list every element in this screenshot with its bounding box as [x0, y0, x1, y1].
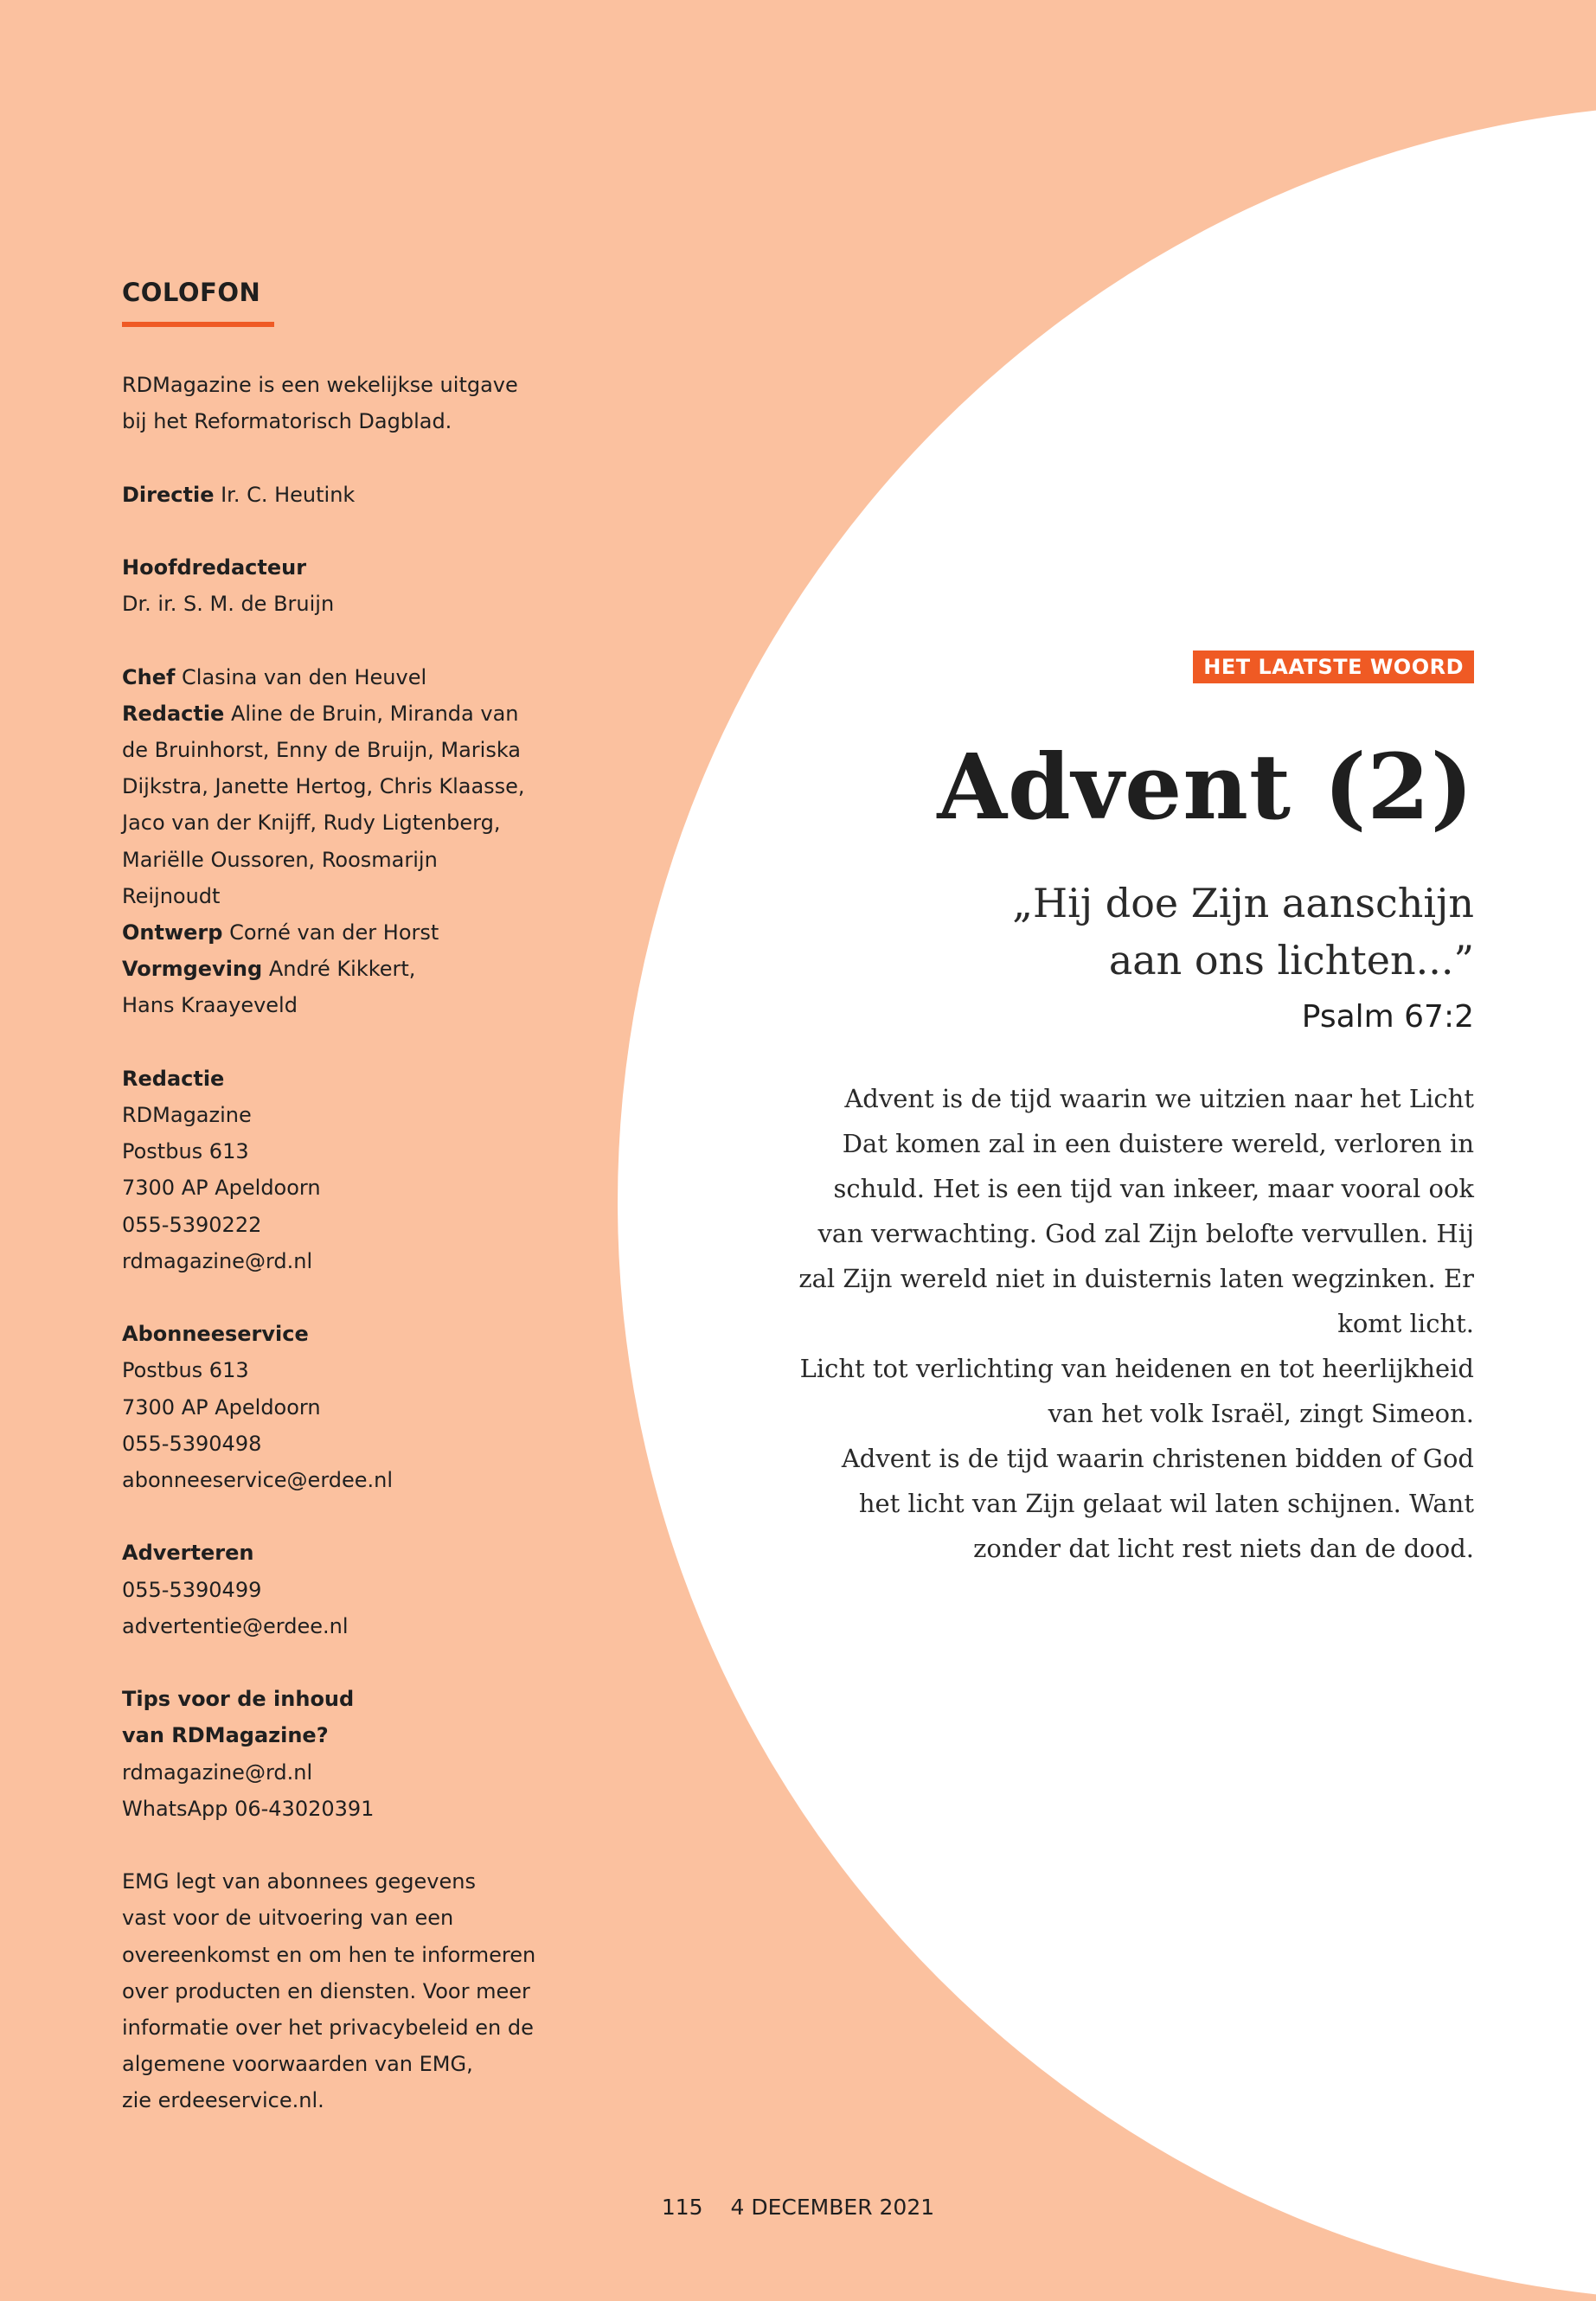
adverteren-block: [122, 1535, 554, 1644]
redactie-contact-label-text: Redactie: [122, 1066, 225, 1091]
privacy-block: [122, 1863, 554, 2118]
quote-line: aan ons lichten...”: [1108, 937, 1474, 984]
redactie-contact-label: [122, 1061, 554, 1097]
privacy-line: overeenkomst en om hen te informeren: [122, 1942, 536, 1967]
page-footer: [0, 2192, 1596, 2223]
adverteren-label: [122, 1535, 554, 1571]
privacy-line: EMG legt van abonnees gegevens: [122, 1869, 476, 1894]
contact-email: advertentie@erdee.nl: [122, 1613, 349, 1638]
colofon-title: COLOFON: [122, 278, 261, 307]
contact-email: abonneeservice@erdee.nl: [122, 1468, 394, 1493]
contact-phone: 055-5390499: [122, 1577, 262, 1602]
hoofdredacteur-label-text: Hoofdredacteur: [122, 554, 307, 580]
tips-label-text: Tips voor de inhoud: [122, 1687, 355, 1712]
redactie-label: Redactie: [122, 701, 225, 726]
intro-line: bij het Reformatorisch Dagblad.: [122, 409, 452, 434]
staff-block: [122, 659, 554, 1024]
redactie-line: Mariëlle Oussoren, Roosmarijn: [122, 847, 438, 872]
privacy-line: algemene voorwaarden van EMG,: [122, 2052, 473, 2077]
abonneeservice-label-text: Abonneeservice: [122, 1322, 309, 1347]
hoofdredacteur-label: [122, 549, 554, 586]
abonneeservice-block: [122, 1316, 554, 1498]
tips-label-text: van RDMagazine?: [122, 1723, 329, 1748]
redactie-line: [122, 695, 554, 732]
body-line: zonder dat licht rest niets dan de dood.: [973, 1534, 1474, 1563]
vormgeving-label: Vormgeving: [122, 957, 263, 982]
redactie-contact-block: [122, 1061, 554, 1279]
contact-line: 7300 AP Apeldoorn: [122, 1176, 321, 1201]
contact-email: rdmagazine@rd.nl: [122, 1759, 313, 1785]
article-quote: [695, 875, 1474, 989]
redactie-line: Dijkstra, Janette Hertog, Chris Klaasse,: [122, 774, 525, 799]
body-line: van het volk Israël, zingt Simeon.: [1048, 1399, 1474, 1428]
issue-date: 4 DECEMBER 2021: [730, 2195, 935, 2220]
colofon-underline: [122, 322, 274, 327]
privacy-line: zie erdeeservice.nl.: [122, 2088, 324, 2113]
body-line: Dat komen zal in een duistere wereld, verloren in: [842, 1129, 1474, 1158]
body-line: Advent is de tijd waarin we uitzien naar het Licht: [844, 1084, 1474, 1113]
scripture-reference: Psalm 67:2: [1301, 999, 1474, 1035]
ontwerp-line: [122, 914, 554, 951]
hoofdredacteur-value: Dr. ir. S. M. de Bruijn: [122, 592, 335, 617]
vormgeving-line: Hans Kraayeveld: [122, 993, 298, 1018]
article-title: Advent (2): [937, 734, 1474, 840]
section-badge: HET LAATSTE WOORD: [1193, 651, 1474, 683]
directie-value: Ir. C. Heutink: [214, 482, 356, 507]
hoofdredacteur-block: [122, 549, 554, 622]
chef-line: [122, 659, 554, 695]
colofon-intro: [122, 367, 554, 439]
body-line: zal Zijn wereld niet in duisternis laten wegzinken. Er: [798, 1264, 1474, 1293]
tips-block: [122, 1681, 554, 1827]
tips-label: [122, 1717, 554, 1753]
page-number: 115: [661, 2195, 703, 2220]
redactie-value: Aline de Bruin, Miranda van: [224, 701, 519, 726]
colofon-body: [122, 367, 554, 2119]
contact-line: Postbus 613: [122, 1358, 249, 1383]
body-line: Advent is de tijd waarin christenen bidden of God: [841, 1444, 1474, 1473]
redactie-line: de Bruinhorst, Enny de Bruijn, Mariska: [122, 737, 522, 762]
article-body: [695, 1076, 1474, 1571]
directie-label: Directie: [122, 482, 215, 507]
intro-line: RDMagazine is een wekelijkse uitgave: [122, 373, 518, 397]
quote-line: „Hij doe Zijn aanschijn: [1012, 880, 1474, 926]
privacy-line: informatie over het privacybeleid en de: [122, 2016, 534, 2041]
directie-block: [122, 477, 554, 513]
contact-line: Postbus 613: [122, 1139, 249, 1164]
redactie-line: Jaco van der Knijff, Rudy Ligtenberg,: [122, 811, 501, 836]
vormgeving-line: [122, 951, 554, 987]
redactie-line: Reijnoudt: [122, 883, 221, 908]
colofon-section: [122, 275, 554, 2119]
contact-phone: 055-5390222: [122, 1212, 262, 1237]
contact-whatsapp: WhatsApp 06-43020391: [122, 1796, 375, 1821]
chef-label: Chef: [122, 664, 176, 689]
privacy-line: over producten en diensten. Voor meer: [122, 1978, 530, 2003]
contact-phone: 055-5390498: [122, 1431, 262, 1456]
body-line: komt licht.: [1337, 1309, 1474, 1338]
vormgeving-value: André Kikkert,: [262, 957, 416, 982]
body-line: Licht tot verlichting van heidenen en tot heerlijkheid: [799, 1354, 1474, 1383]
directie-line: [122, 477, 554, 513]
body-line: het licht van Zijn gelaat wil laten schijnen. Want: [858, 1489, 1474, 1518]
contact-line: 7300 AP Apeldoorn: [122, 1394, 321, 1420]
body-line: van verwachting. God zal Zijn belofte vervullen. Hij: [817, 1219, 1474, 1248]
abonneeservice-label: [122, 1316, 554, 1352]
adverteren-label-text: Adverteren: [122, 1541, 254, 1566]
body-line: schuld. Het is een tijd van inkeer, maar vooral ook: [833, 1174, 1474, 1203]
chef-value: Clasina van den Heuvel: [175, 664, 427, 689]
ontwerp-label: Ontwerp: [122, 920, 223, 945]
privacy-line: vast voor de uitvoering van een: [122, 1906, 454, 1931]
tips-label: [122, 1681, 554, 1717]
ontwerp-value: Corné van der Horst: [222, 920, 439, 945]
contact-line: RDMagazine: [122, 1103, 252, 1127]
contact-email: rdmagazine@rd.nl: [122, 1248, 313, 1273]
